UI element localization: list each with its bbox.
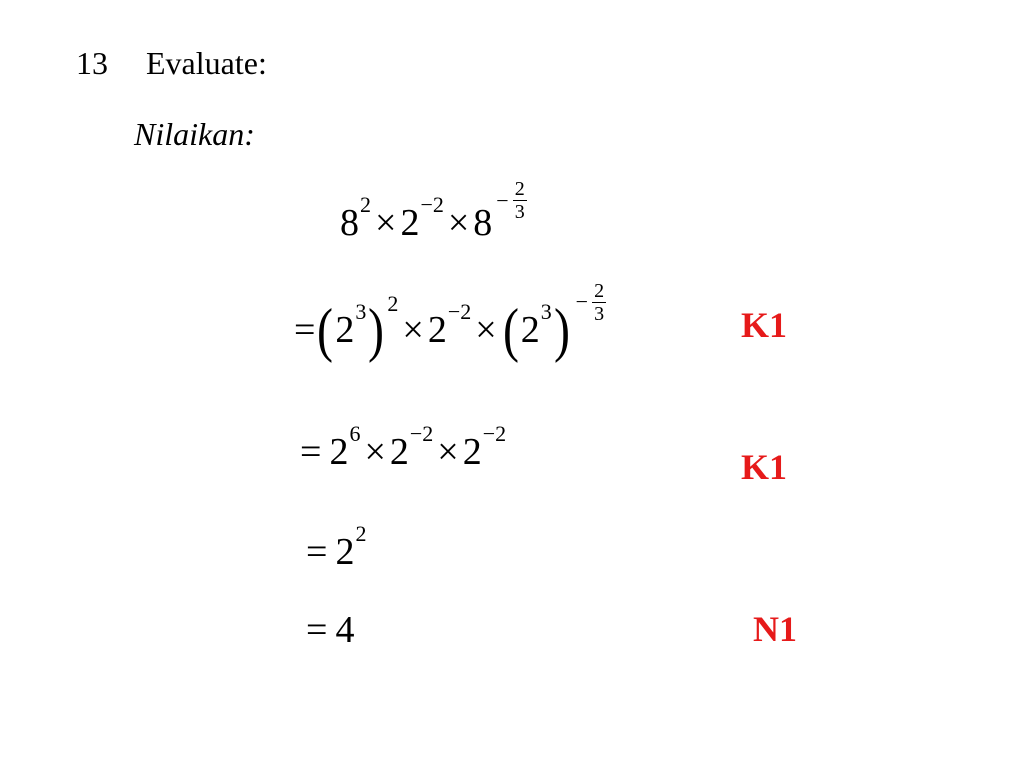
final-answer: 4 <box>335 609 355 651</box>
inner-exponent: 3 <box>355 299 367 324</box>
working-step-1 <box>340 178 527 245</box>
term-base: 2 <box>389 431 409 473</box>
working-step-2 <box>294 279 606 363</box>
working-step-3 <box>300 421 507 474</box>
operator: × <box>475 309 497 351</box>
fraction-exponent <box>513 178 527 223</box>
working-step-4 <box>306 521 367 574</box>
question-instruction-translation: Nilaikan: <box>134 116 255 152</box>
term-exponent: −2 <box>409 421 434 446</box>
fraction-denominator: 3 <box>514 201 525 223</box>
operator: × <box>375 201 397 244</box>
fraction-denominator: 3 <box>594 302 605 325</box>
fraction-numerator: 2 <box>514 178 525 200</box>
open-paren: ( <box>502 297 519 363</box>
term-base: 2 <box>400 201 420 244</box>
working-step-5 <box>306 608 354 652</box>
exponent-sign: − <box>496 187 509 213</box>
term-base: 8 <box>340 201 359 244</box>
operator: × <box>402 309 424 351</box>
term-exponent: 6 <box>349 421 361 446</box>
question-number: 13 <box>76 45 108 81</box>
equals-sign: = <box>306 531 328 573</box>
close-paren: ) <box>368 297 385 363</box>
inner-exponent: 3 <box>540 299 552 324</box>
term-exponent: −2 <box>482 421 507 446</box>
term-base: 2 <box>462 431 482 473</box>
exponent-sign: − <box>575 289 589 314</box>
term-base: 2 <box>427 309 447 351</box>
term-base: 2 <box>335 531 355 573</box>
mark-k1-second: K1 <box>741 447 788 487</box>
fraction-exponent <box>592 280 606 325</box>
term-exponent: −2 <box>447 299 472 324</box>
close-paren: ) <box>553 297 570 363</box>
term-exponent: 2 <box>355 521 367 546</box>
mark-n1: N1 <box>753 609 797 649</box>
term-base: 2 <box>335 309 355 351</box>
equals-sign: = <box>294 309 316 351</box>
term-base: 2 <box>329 431 349 473</box>
mark-k1-first: K1 <box>741 305 788 345</box>
term-exponent: 2 <box>387 291 399 316</box>
equals-sign: = <box>300 431 322 473</box>
question-instruction: Evaluate: <box>146 45 267 81</box>
operator: × <box>447 201 470 244</box>
term-exponent: 2 <box>360 191 371 217</box>
open-paren: ( <box>317 297 334 363</box>
equals-sign: = <box>306 609 328 651</box>
fraction-numerator: 2 <box>594 279 605 302</box>
term-base: 8 <box>473 201 493 244</box>
operator: × <box>437 431 459 473</box>
operator: × <box>364 431 386 473</box>
term-base: 2 <box>520 309 540 351</box>
term-exponent: −2 <box>420 191 444 217</box>
